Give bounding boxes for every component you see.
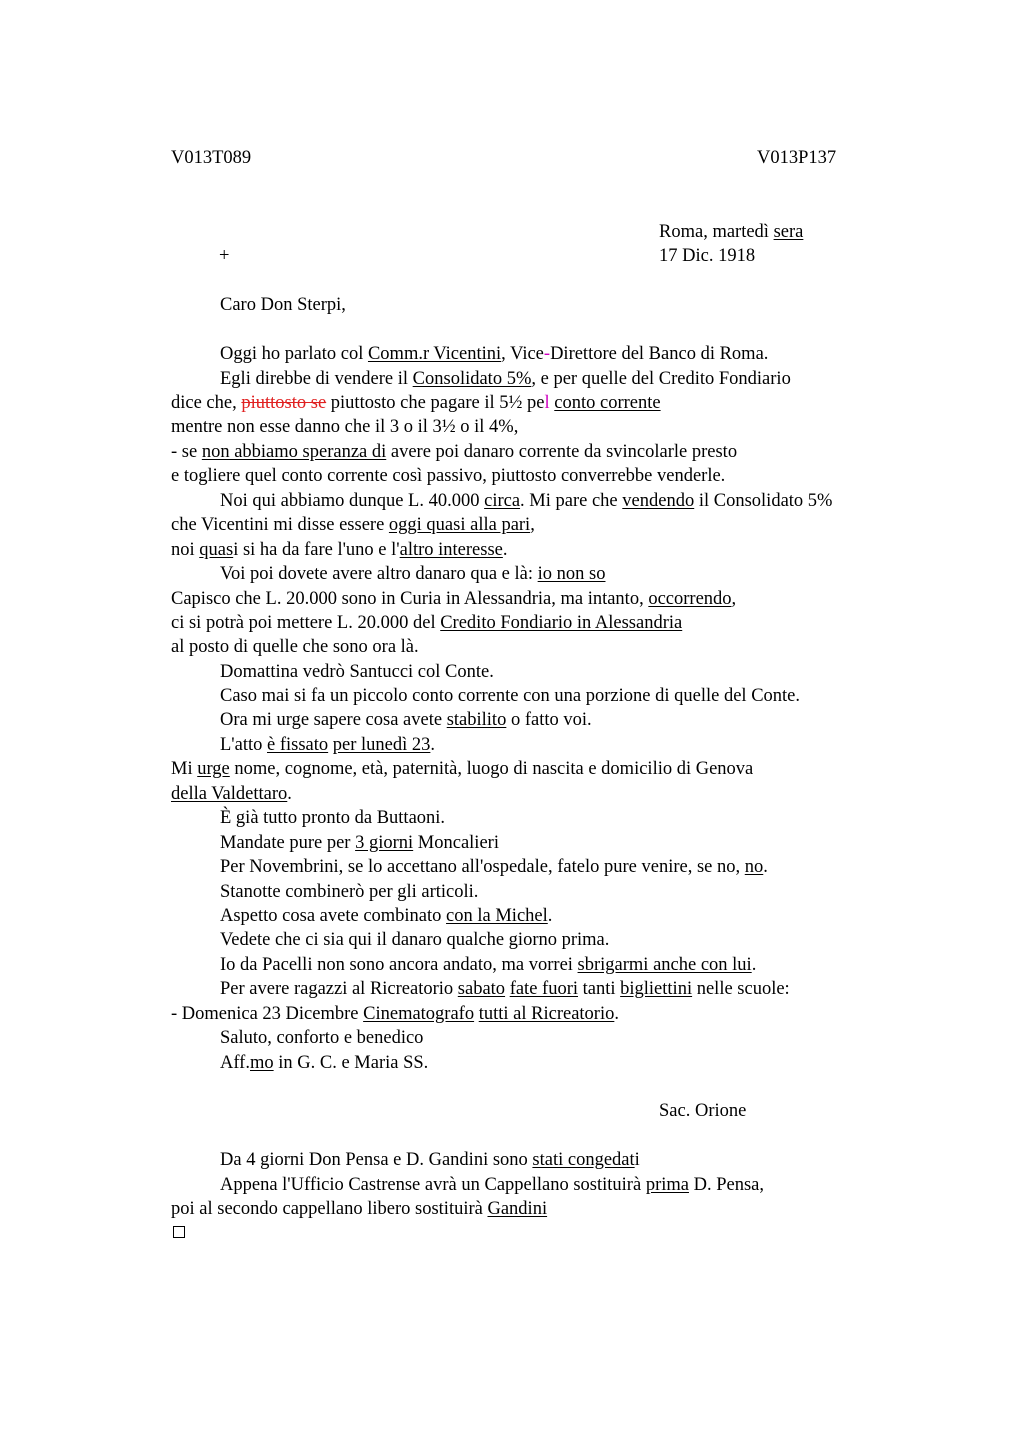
- letter-line: È già tutto pronto da Buttaoni.: [220, 808, 446, 828]
- struck-text: piuttosto se: [241, 393, 327, 413]
- letter-line: Caso mai si fa un piccolo conto corrente con una porzione di quelle del Conte.: [220, 686, 801, 706]
- signature: Sac. Orione: [659, 1101, 747, 1121]
- document-code-right: V013P137: [757, 148, 837, 168]
- letter-line: Capisco che L. 20.000 sono in Curia in Alessandria, ma intanto, occorrendo,: [171, 589, 737, 609]
- letter-line: ci si potrà poi mettere L. 20.000 del Credito Fondiario in Alessandria: [171, 613, 683, 633]
- postscript-line: Appena l'Ufficio Castrense avrà un Cappellano sostituirà prima D. Pensa,: [220, 1175, 764, 1195]
- dateline-place-day: Roma, martedì sera: [659, 222, 804, 242]
- letter-line: Stanotte combinerò per gli articoli.: [220, 882, 479, 902]
- letter-line: Io da Pacelli non sono ancora andato, ma vorrei sbrigarmi anche con lui.: [220, 955, 757, 975]
- letter-line: Per avere ragazzi al Ricreatorio sabato fate fuori tanti bigliettini nelle scuole:: [220, 979, 790, 999]
- letter-line: dice che, piuttosto se piuttosto che pagare il 5½ pel conto corrente: [171, 393, 661, 413]
- letter-line: mentre non esse danno che il 3 o il 3½ o il 4%,: [171, 417, 519, 437]
- letter-line: Vedete che ci sia qui il danaro qualche giorno prima.: [220, 930, 610, 950]
- end-square-mark: [173, 1226, 185, 1238]
- postscript-line: Da 4 giorni Don Pensa e D. Gandini sono stati congedati: [220, 1150, 640, 1170]
- letter-line: Mi urge nome, cognome, età, paternità, luogo di nascita e domicilio di Genova: [171, 759, 754, 779]
- letter-line: Voi poi dovete avere altro danaro qua e là: io non so: [220, 564, 606, 584]
- letter-line: Ora mi urge sapere cosa avete stabilito o fatto voi.: [220, 710, 592, 730]
- document-code-left: V013T089: [171, 148, 252, 168]
- letter-line: che Vicentini mi disse essere oggi quasi alla pari,: [171, 515, 535, 535]
- dateline-date: 17 Dic. 1918: [659, 246, 756, 266]
- postscript-line: poi al secondo cappellano libero sostituirà Gandini: [171, 1199, 548, 1219]
- letter-line: della Valdettaro.: [171, 784, 292, 804]
- letter-line: Oggi ho parlato col Comm.r Vicentini, Vice-Direttore del Banco di Roma.: [220, 344, 769, 364]
- letter-line: e togliere quel conto corrente così passivo, piuttosto converrebbe venderle.: [171, 466, 726, 486]
- letter-line: Mandate pure per 3 giorni Moncalieri: [220, 833, 499, 853]
- cross-mark: +: [219, 246, 230, 266]
- letter-line: noi quasi si ha da fare l'uno e l'altro interesse.: [171, 540, 508, 560]
- letter-line: Saluto, conforto e benedico: [220, 1028, 424, 1048]
- letter-line: Per Novembrini, se lo accettano all'ospedale, fatelo pure venire, se no, no.: [220, 857, 768, 877]
- letter-line: L'atto è fissato per lunedì 23.: [220, 735, 436, 755]
- letter-line: - se non abbiamo speranza di avere poi danaro corrente da svincolarle presto: [171, 442, 738, 462]
- letter-line: al posto di quelle che sono ora là.: [171, 637, 419, 657]
- letter-line: Egli direbbe di vendere il Consolidato 5%, e per quelle del Credito Fondiario: [220, 369, 791, 389]
- letter-line: Aff.mo in G. C. e Maria SS.: [220, 1053, 429, 1073]
- letter-line: Aspetto cosa avete combinato con la Michel.: [220, 906, 553, 926]
- letter-line: - Domenica 23 Dicembre Cinematografo tutti al Ricreatorio.: [171, 1004, 619, 1024]
- salutation: Caro Don Sterpi,: [220, 295, 346, 315]
- letter-line: Domattina vedrò Santucci col Conte.: [220, 662, 494, 682]
- letter-line: Noi qui abbiamo dunque L. 40.000 circa. Mi pare che vendendo il Consolidato 5%: [220, 491, 833, 511]
